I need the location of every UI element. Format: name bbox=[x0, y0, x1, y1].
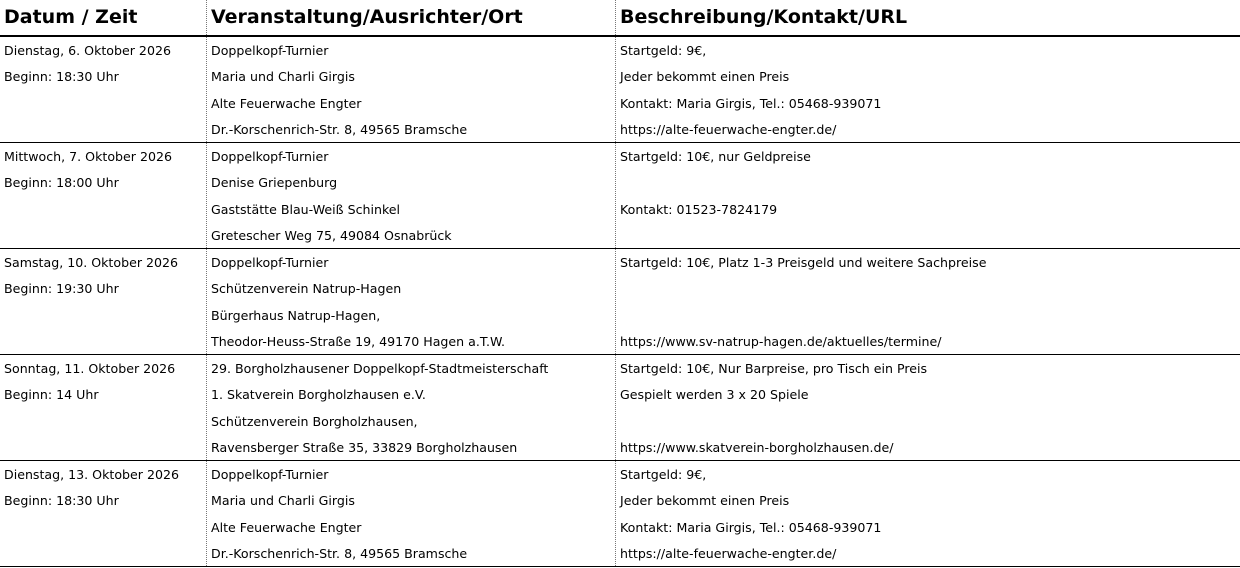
cell-line: Maria und Charli Girgis bbox=[211, 493, 355, 509]
cell-line: Startgeld: 10€, Platz 1-3 Preisgeld und weitere Sachpreise bbox=[620, 255, 987, 270]
cell-line: Mittwoch, 7. Oktober 2026 bbox=[4, 149, 172, 164]
description-cell bbox=[615, 37, 1240, 142]
url-link[interactable]: https://www.sv-natrup-hagen.de/aktuelles/termine/ bbox=[620, 333, 942, 349]
cell-line: Beginn: 19:30 Uhr bbox=[4, 281, 119, 297]
cell-line bbox=[0, 408, 206, 434]
cell-line: Beginn: 18:30 Uhr bbox=[4, 69, 119, 85]
table-row bbox=[0, 355, 1240, 461]
description-cell bbox=[615, 249, 1240, 354]
table-row bbox=[0, 461, 1240, 567]
date-time-cell bbox=[0, 249, 206, 354]
event-cell bbox=[206, 249, 615, 354]
date-time-cell bbox=[0, 461, 206, 566]
event-cell bbox=[206, 143, 615, 248]
cell-line bbox=[616, 275, 1240, 301]
date-time-cell bbox=[0, 37, 206, 142]
cell-line bbox=[616, 222, 1240, 248]
cell-line: Startgeld: 10€, nur Geldpreise bbox=[620, 149, 811, 164]
cell-line: Beginn: 18:30 Uhr bbox=[4, 493, 119, 509]
cell-line: Startgeld: 9€, bbox=[620, 467, 707, 482]
cell-line: Doppelkopf-Turnier bbox=[211, 43, 329, 58]
cell-line: Alte Feuerwache Engter bbox=[211, 519, 362, 535]
cell-line: Beginn: 14 Uhr bbox=[4, 387, 99, 403]
header-description-contact-url: Beschreibung/Kontakt/URL bbox=[615, 0, 1240, 35]
cell-line: Samstag, 10. Oktober 2026 bbox=[4, 255, 179, 270]
cell-line bbox=[0, 222, 206, 248]
table-row bbox=[0, 249, 1240, 355]
cell-line: Dr.-Korschenrich-Str. 8, 49565 Bramsche bbox=[211, 545, 468, 561]
header-date-time: Datum / Zeit bbox=[4, 6, 138, 28]
cell-line bbox=[0, 196, 206, 222]
table-header bbox=[0, 0, 1240, 37]
url-link[interactable]: https://alte-feuerwache-engter.de/ bbox=[620, 545, 837, 561]
url-link[interactable]: https://alte-feuerwache-engter.de/ bbox=[620, 121, 837, 137]
date-time-cell bbox=[0, 143, 206, 248]
cell-line: Jeder bekommt einen Preis bbox=[620, 493, 790, 509]
description-cell bbox=[615, 355, 1240, 460]
date-time-cell bbox=[0, 355, 206, 460]
cell-line bbox=[0, 434, 206, 460]
cell-line bbox=[616, 302, 1240, 328]
cell-line: Beginn: 18:00 Uhr bbox=[4, 175, 119, 191]
description-cell bbox=[615, 461, 1240, 566]
cell-line: Kontakt: 01523-7824179 bbox=[620, 201, 778, 217]
cell-line: Doppelkopf-Turnier bbox=[211, 149, 329, 164]
cell-line: Ravensberger Straße 35, 33829 Borgholzhausen bbox=[211, 439, 518, 455]
cell-line: Dr.-Korschenrich-Str. 8, 49565 Bramsche bbox=[211, 121, 468, 137]
table-row bbox=[0, 143, 1240, 249]
cell-line: Bürgerhaus Natrup-Hagen, bbox=[211, 307, 381, 323]
cell-line bbox=[616, 408, 1240, 434]
cell-line: Alte Feuerwache Engter bbox=[211, 95, 362, 111]
cell-line: Dienstag, 6. Oktober 2026 bbox=[4, 43, 171, 58]
cell-line: Schützenverein Natrup-Hagen bbox=[211, 281, 402, 297]
table-body bbox=[0, 37, 1240, 567]
cell-line: 1. Skatverein Borgholzhausen e.V. bbox=[211, 387, 426, 403]
cell-line: Startgeld: 10€, Nur Barpreise, pro Tisch ein Preis bbox=[620, 361, 928, 376]
cell-line: Schützenverein Borgholzhausen, bbox=[211, 413, 418, 429]
description-cell bbox=[615, 143, 1240, 248]
cell-line bbox=[0, 540, 206, 566]
cell-line: Doppelkopf-Turnier bbox=[211, 255, 329, 270]
cell-line: Startgeld: 9€, bbox=[620, 43, 707, 58]
cell-line: Gaststätte Blau-Weiß Schinkel bbox=[211, 201, 401, 217]
event-cell bbox=[206, 461, 615, 566]
cell-line: Denise Griepenburg bbox=[211, 175, 338, 191]
cell-line bbox=[0, 302, 206, 328]
cell-line bbox=[0, 328, 206, 354]
table-row bbox=[0, 37, 1240, 143]
cell-line: Gespielt werden 3 x 20 Spiele bbox=[620, 387, 809, 403]
event-cell bbox=[206, 355, 615, 460]
cell-line bbox=[616, 169, 1240, 195]
cell-line: Gretescher Weg 75, 49084 Osnabrück bbox=[211, 227, 452, 243]
cell-line bbox=[0, 90, 206, 116]
cell-line: Doppelkopf-Turnier bbox=[211, 467, 329, 482]
cell-line: Kontakt: Maria Girgis, Tel.: 05468-939071 bbox=[620, 519, 882, 535]
cell-line bbox=[0, 514, 206, 540]
cell-line: 29. Borgholzhausener Doppelkopf-Stadtmeisterschaft bbox=[211, 361, 549, 376]
header-event-organizer-location: Veranstaltung/Ausrichter/Ort bbox=[206, 0, 615, 35]
cell-line: Sonntag, 11. Oktober 2026 bbox=[4, 361, 176, 376]
cell-line: Kontakt: Maria Girgis, Tel.: 05468-939071 bbox=[620, 95, 882, 111]
cell-line: Theodor-Heuss-Straße 19, 49170 Hagen a.T.W. bbox=[211, 333, 506, 349]
cell-line: Maria und Charli Girgis bbox=[211, 69, 355, 85]
cell-line: Dienstag, 13. Oktober 2026 bbox=[4, 467, 179, 482]
cell-line: Jeder bekommt einen Preis bbox=[620, 69, 790, 85]
cell-line bbox=[0, 116, 206, 142]
event-cell bbox=[206, 37, 615, 142]
url-link[interactable]: https://www.skatverein-borgholzhausen.de/ bbox=[620, 439, 894, 455]
